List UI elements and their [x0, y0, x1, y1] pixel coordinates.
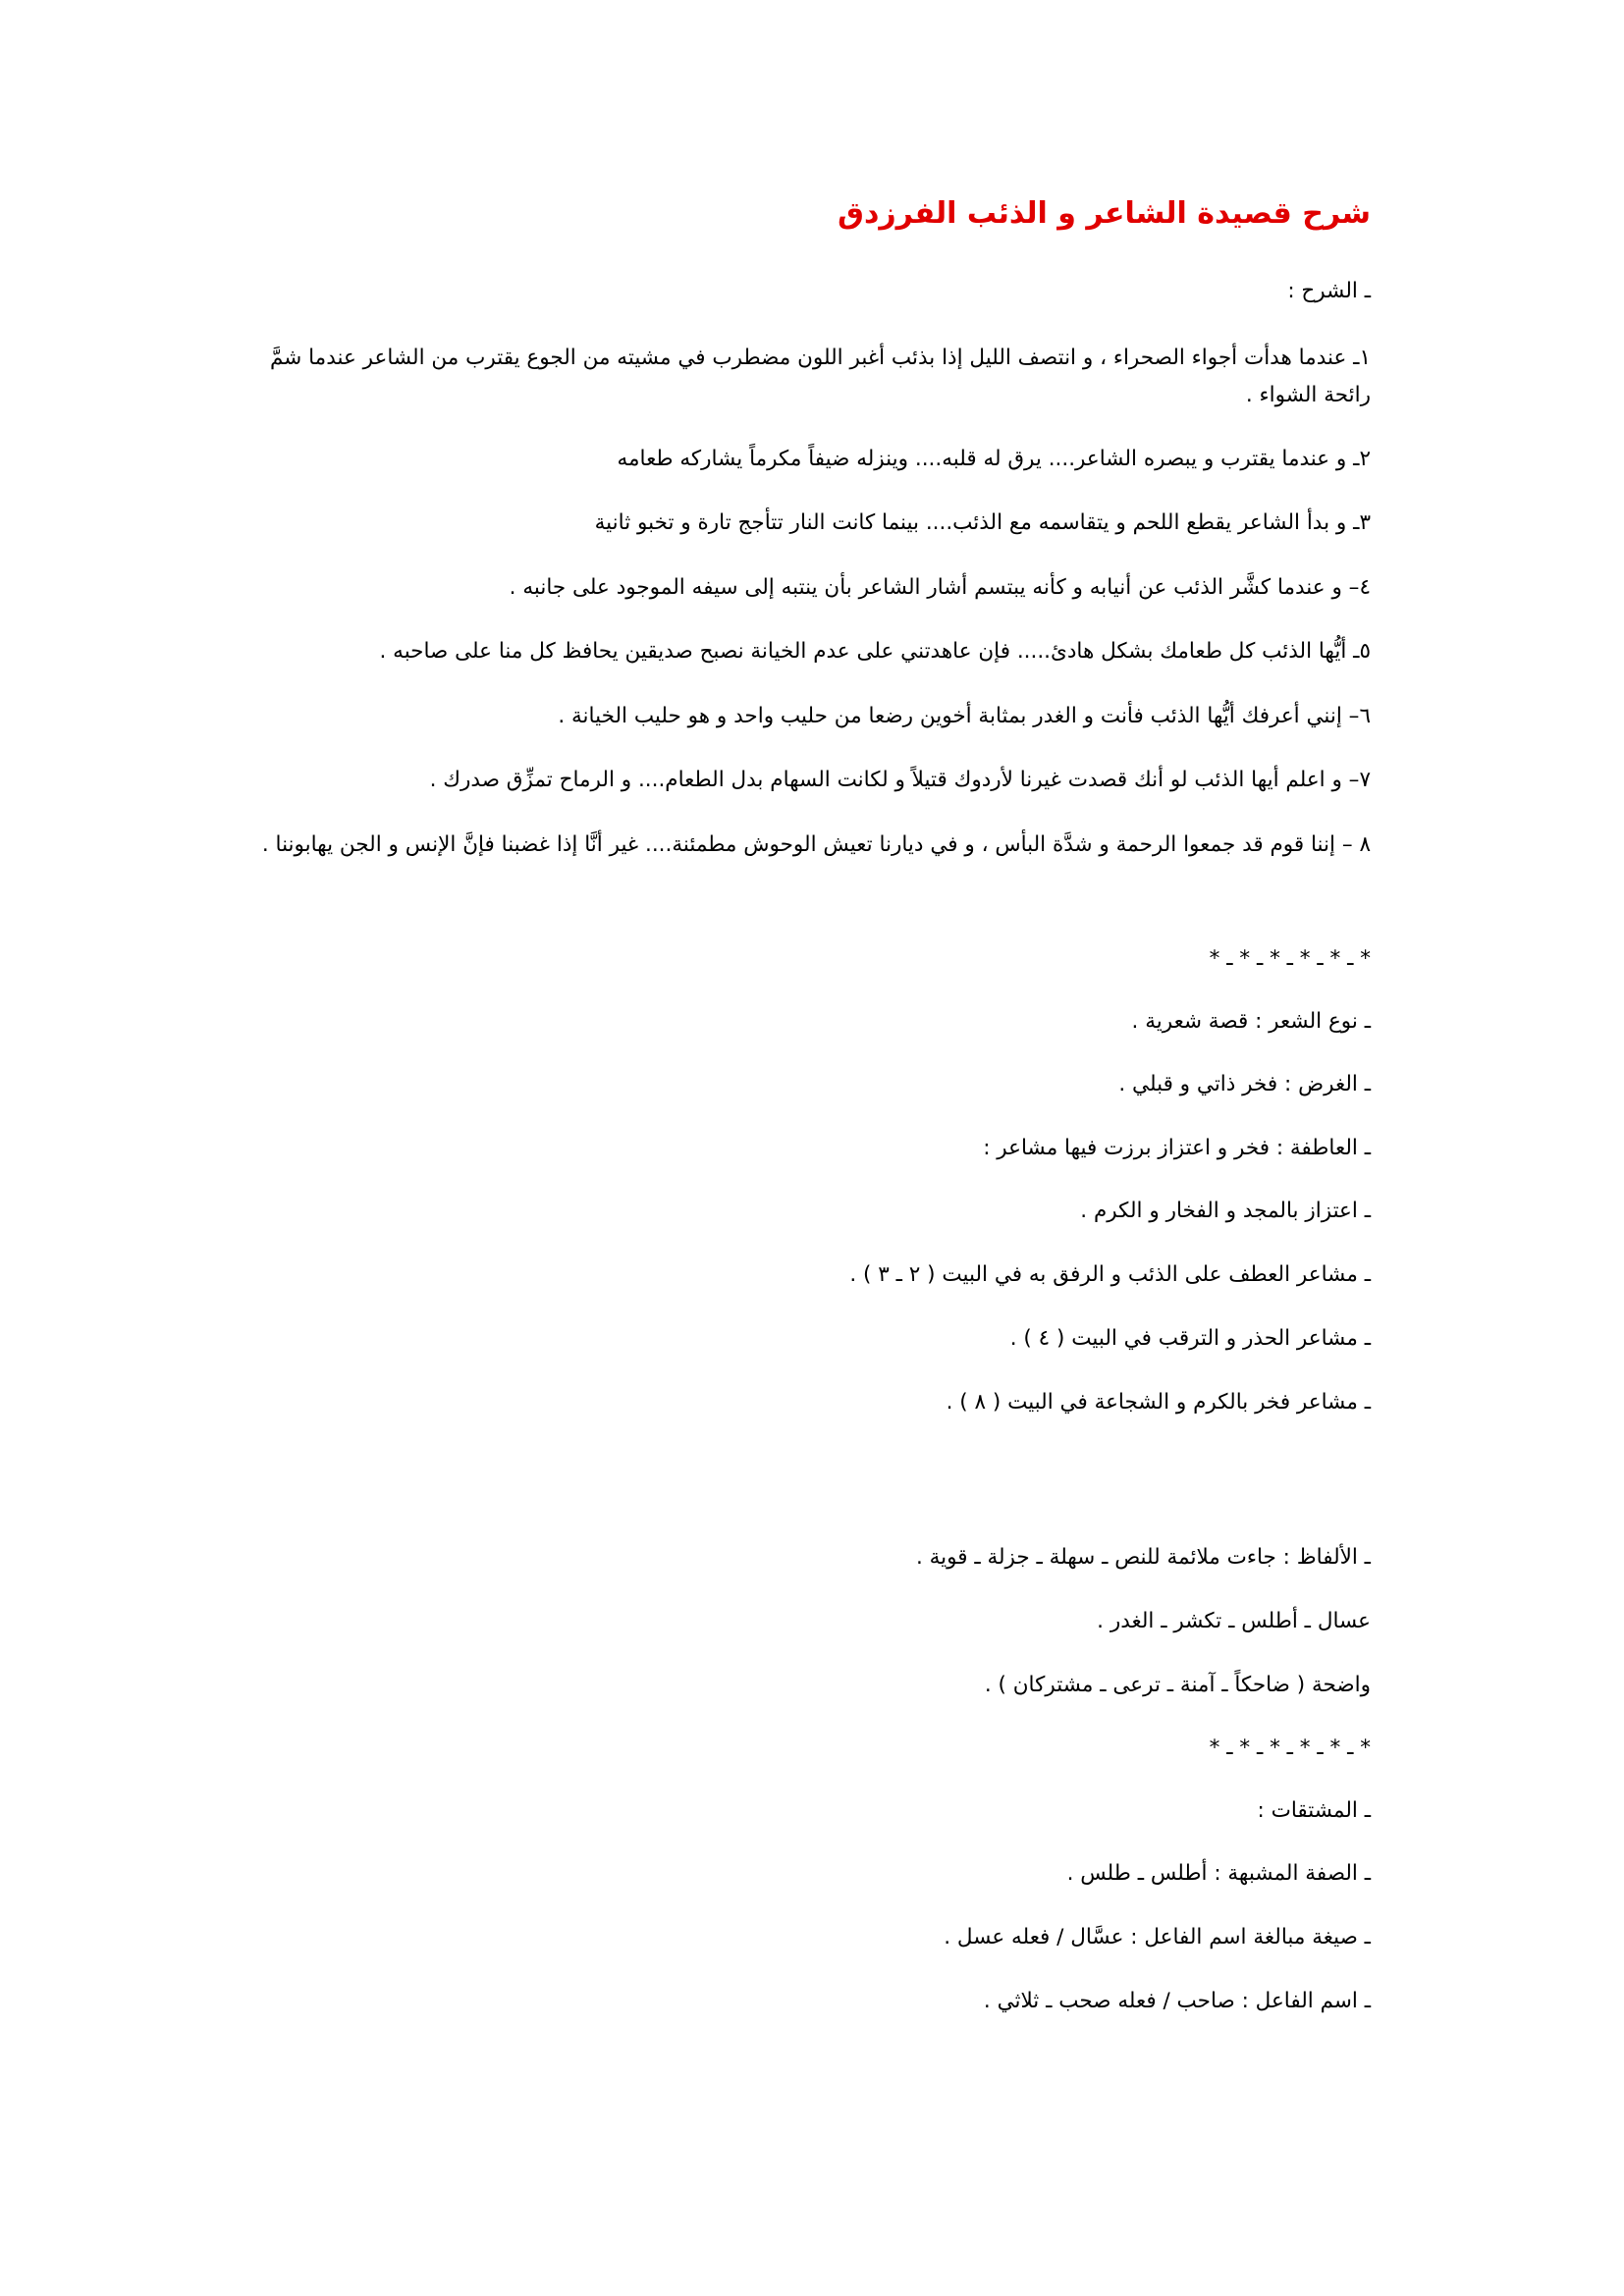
- vocabulary-line: ـ الألفاظ : جاءت ملائمة للنص ـ سهلة ـ جزلة ـ قوية .: [915, 1545, 1371, 1570]
- emotion-item: ـ مشاعر الحذر و الترقب في البيت ( ٤ ) .: [1009, 1326, 1371, 1351]
- vocabulary-item: واضحة ( ضاحكاً ـ آمنة ـ ترعى ـ مشتركان ) .: [984, 1673, 1371, 1697]
- derivatives-heading: ـ المشتقات :: [1257, 1798, 1371, 1823]
- explanation-line-7: ٧– و اعلم أيها الذئب لو أنك قصدت غيرنا لأردوك قتيلاً و لكانت السهام بدل الطعام.... و الرماح تمزِّق صدرك .: [429, 768, 1371, 792]
- explanation-line-3: ٣ـ و بدأ الشاعر يقطع اللحم و يتقاسمه مع الذئب.... بينما كانت النار تتأجج تارة و تخبو ثانية: [594, 510, 1371, 535]
- derivative-item: ـ الصفة المشبهة : أطلس ـ طلس .: [1066, 1861, 1371, 1886]
- document-title: شرح قصيدة الشاعر و الذئب الفرزدق: [838, 196, 1371, 231]
- explanation-line-1: ١ـ عندما هدأت أجواء الصحراء ، و انتصف الليل إذا بذئب أغبر اللون مضطرب في مشيته من الجوع يقترب من الشاعر عندما شمَّ رائحة الشواء .: [269, 346, 1371, 407]
- explanation-line-8: ٨ – إننا قوم قد جمعوا الرحمة و شدَّة البأس ، و في ديارنا تعيش الوحوش مطمئنة.... غير أنَّا إذا غضبنا فإنَّ الإنس و الجن يهابوننا .: [261, 832, 1371, 857]
- purpose-line: ـ الغرض : فخر ذاتي و قبلي .: [1118, 1072, 1371, 1096]
- explanation-line-4: ٤– و عندما كشَّر الذئب عن أنيابه و كأنه يبتسم أشار الشاعر بأن ينتبه إلى سيفه الموجود على جانبه .: [509, 575, 1371, 600]
- vocabulary-item: عسال ـ أطلس ـ تكشر ـ الغدر .: [1097, 1609, 1371, 1633]
- derivative-item: ـ اسم الفاعل : صاحب / فعله صحب ـ ثلاثي .: [983, 1989, 1371, 2013]
- explanation-line-2: ٢ـ و عندما يقترب و يبصره الشاعر.... يرق له قلبه.... وينزله ضيفاً مكرماً يشاركه طعامه: [617, 447, 1371, 471]
- emotion-item: ـ اعتزاز بالمجد و الفخار و الكرم .: [1080, 1199, 1371, 1223]
- separator-stars: * ـ * ـ * ـ * ـ * ـ *: [1209, 946, 1371, 971]
- emotion-item: ـ مشاعر فخر بالكرم و الشجاعة في البيت ( ٨ ) .: [946, 1390, 1371, 1415]
- section-heading-explanation: ـ الشرح :: [1287, 279, 1371, 303]
- derivative-item: ـ صيغة مبالغة اسم الفاعل : عسَّال / فعله عسل .: [944, 1925, 1371, 1949]
- explanation-line-5: ٥ـ أيُّها الذئب كل طعامك بشكل هادئ..... فإن عاهدتني على عدم الخيانة نصبح صديقين يحافظ كل منا على صاحبه .: [379, 639, 1371, 664]
- explanation-line-6: ٦– إنني أعرفك أيُّها الذئب فأنت و الغدر بمثابة أخوين رضعا من حليب واحد و هو حليب الخيانة .: [558, 704, 1371, 728]
- emotion-item: ـ مشاعر العطف على الذئب و الرفق به في البيت ( ٢ ـ ٣ ) .: [849, 1262, 1371, 1287]
- emotion-line: ـ العاطفة : فخر و اعتزاز برزت فيها مشاعر :: [983, 1136, 1371, 1160]
- poem-type-line: ـ نوع الشعر : قصة شعرية .: [1131, 1009, 1371, 1034]
- separator-stars: * ـ * ـ * ـ * ـ * ـ *: [1209, 1735, 1371, 1760]
